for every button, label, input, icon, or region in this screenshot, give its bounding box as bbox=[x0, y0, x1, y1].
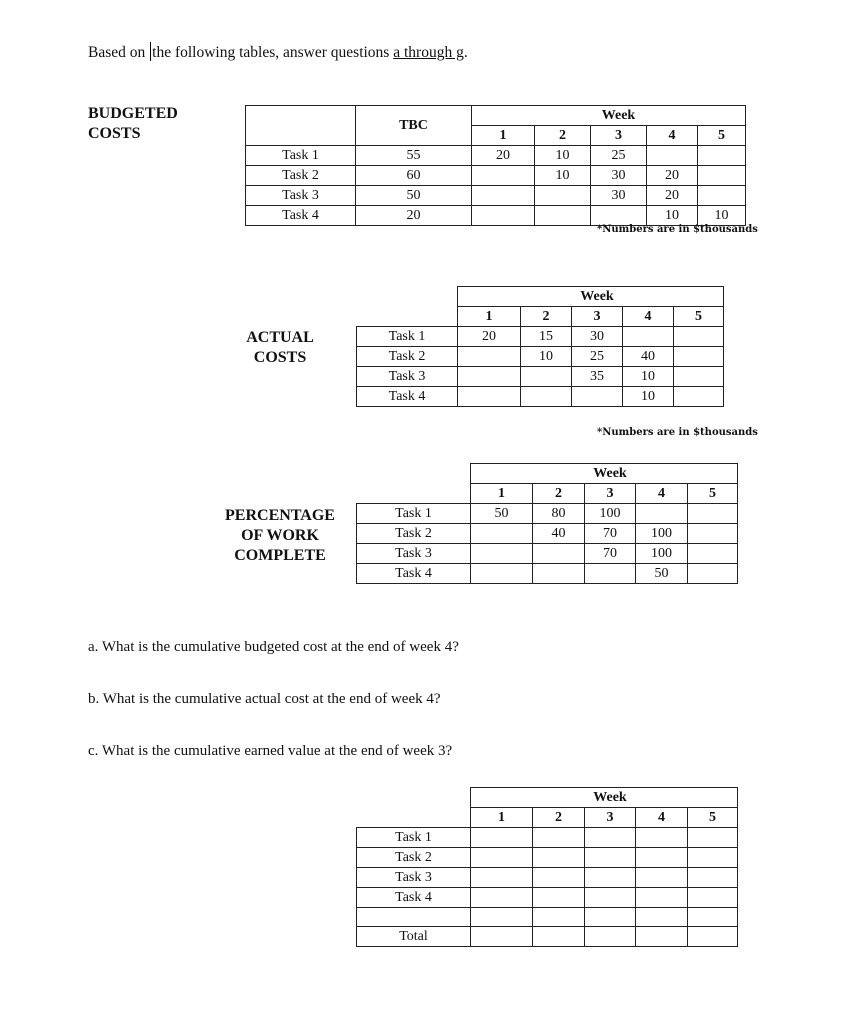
percent-complete-table bbox=[356, 463, 788, 584]
answer-cell[interactable] bbox=[688, 868, 738, 888]
week-1-header: 1 bbox=[471, 484, 533, 504]
answer-cell[interactable] bbox=[585, 828, 636, 848]
actual-cell: 25 bbox=[572, 347, 623, 367]
actual-cell: 30 bbox=[572, 327, 623, 347]
intro-text: Based on the following tables, answer questions a through g. bbox=[88, 44, 468, 61]
answer-cell[interactable] bbox=[585, 848, 636, 868]
actual-cell bbox=[674, 387, 724, 407]
percent-cell bbox=[471, 544, 533, 564]
week-header: Week bbox=[591, 106, 647, 126]
budget-cell: 20 bbox=[647, 166, 698, 186]
task-label: Task 4 bbox=[357, 564, 471, 584]
percent-complete-label: PERCENTAGE OF WORK COMPLETE bbox=[225, 507, 335, 564]
percent-cell bbox=[471, 564, 533, 584]
budget-cell bbox=[591, 206, 647, 226]
actual-cell: 20 bbox=[458, 327, 521, 347]
answer-cell[interactable] bbox=[636, 848, 688, 868]
total-cell[interactable] bbox=[636, 927, 688, 947]
task-label: Task 3 bbox=[246, 186, 356, 206]
budget-cell bbox=[535, 186, 591, 206]
tbc-value: 20 bbox=[356, 206, 472, 226]
tbc-value: 50 bbox=[356, 186, 472, 206]
actual-cell bbox=[572, 387, 623, 407]
percent-cell: 70 bbox=[585, 544, 636, 564]
week-4-header: 4 bbox=[636, 484, 688, 504]
answer-cell[interactable] bbox=[533, 828, 585, 848]
week-header: Week bbox=[572, 287, 623, 307]
budget-cell: 25 bbox=[591, 146, 647, 166]
percent-cell bbox=[471, 524, 533, 544]
week-5-header: 5 bbox=[688, 484, 738, 504]
week-header: Week bbox=[585, 788, 636, 808]
text-cursor bbox=[150, 42, 151, 61]
answer-cell[interactable] bbox=[636, 868, 688, 888]
budget-cell: 30 bbox=[591, 186, 647, 206]
answer-cell[interactable] bbox=[688, 828, 738, 848]
week-header: Week bbox=[585, 464, 636, 484]
week-2-header: 2 bbox=[535, 126, 591, 146]
week-3-header: 3 bbox=[572, 307, 623, 327]
actual-cell: 35 bbox=[572, 367, 623, 387]
percent-cell: 80 bbox=[533, 504, 585, 524]
budget-cell: 10 bbox=[698, 206, 746, 226]
actual-cell bbox=[458, 367, 521, 387]
budget-cell: 20 bbox=[647, 186, 698, 206]
total-cell[interactable] bbox=[471, 927, 533, 947]
percent-cell bbox=[533, 564, 585, 584]
total-cell[interactable] bbox=[688, 927, 738, 947]
task-label: Task 3 bbox=[357, 868, 471, 888]
week-5-header: 5 bbox=[674, 307, 724, 327]
actual-cell: 40 bbox=[623, 347, 674, 367]
actual-costs-label: ACTUAL COSTS bbox=[246, 329, 314, 366]
actual-cell bbox=[674, 367, 724, 387]
budget-cell bbox=[535, 206, 591, 226]
tbc-value: 55 bbox=[356, 146, 472, 166]
answer-cell[interactable] bbox=[471, 848, 533, 868]
answer-cell[interactable] bbox=[533, 868, 585, 888]
answer-cell[interactable] bbox=[636, 828, 688, 848]
budget-cell bbox=[698, 186, 746, 206]
answer-cell[interactable] bbox=[533, 848, 585, 868]
week-5-header: 5 bbox=[698, 126, 746, 146]
task-label: Task 4 bbox=[357, 888, 471, 908]
tbc-header: TBC bbox=[356, 106, 472, 146]
answer-cell[interactable] bbox=[688, 848, 738, 868]
task-label: Task 1 bbox=[357, 828, 471, 848]
answer-cell[interactable] bbox=[471, 908, 533, 927]
answer-cell[interactable] bbox=[688, 908, 738, 927]
actual-cell bbox=[521, 387, 572, 407]
actual-cell bbox=[623, 327, 674, 347]
budgeted-blank-header bbox=[246, 106, 356, 126]
percent-cell bbox=[688, 504, 738, 524]
budget-cell: 30 bbox=[591, 166, 647, 186]
percent-cell: 100 bbox=[585, 504, 636, 524]
answer-cell[interactable] bbox=[533, 908, 585, 927]
week-4-header: 4 bbox=[647, 126, 698, 146]
percent-cell bbox=[636, 504, 688, 524]
week-4-header: 4 bbox=[623, 307, 674, 327]
total-cell[interactable] bbox=[585, 927, 636, 947]
week-2-header: 2 bbox=[521, 307, 572, 327]
actual-cell: 10 bbox=[623, 387, 674, 407]
budget-cell bbox=[472, 206, 535, 226]
budgeted-units-note: *Numbers are in $thousands bbox=[597, 224, 758, 235]
actual-costs-table bbox=[356, 286, 774, 407]
percent-cell: 70 bbox=[585, 524, 636, 544]
earned-value-table bbox=[356, 787, 788, 947]
actual-cell bbox=[674, 347, 724, 367]
actual-cell bbox=[521, 367, 572, 387]
answer-cell[interactable] bbox=[471, 888, 533, 908]
actual-cell: 15 bbox=[521, 327, 572, 347]
answer-cell[interactable] bbox=[585, 868, 636, 888]
budget-cell: 10 bbox=[535, 166, 591, 186]
percent-cell bbox=[688, 524, 738, 544]
task-label: Task 1 bbox=[246, 146, 356, 166]
budget-cell bbox=[472, 166, 535, 186]
total-label: Total bbox=[357, 927, 471, 947]
percent-cell: 100 bbox=[636, 524, 688, 544]
tbc-value: 60 bbox=[356, 166, 472, 186]
budgeted-costs-label: BUDGETED COSTS bbox=[88, 105, 178, 142]
week-1-header: 1 bbox=[458, 307, 521, 327]
week-1-header: 1 bbox=[472, 126, 535, 146]
budgeted-costs-table bbox=[245, 105, 746, 226]
week-3-header: 3 bbox=[591, 126, 647, 146]
actual-cell bbox=[458, 387, 521, 407]
budget-cell bbox=[472, 186, 535, 206]
actual-cell: 10 bbox=[521, 347, 572, 367]
actual-cell: 10 bbox=[623, 367, 674, 387]
percent-cell bbox=[688, 544, 738, 564]
answer-cell[interactable] bbox=[636, 908, 688, 927]
week-4-header: 4 bbox=[636, 808, 688, 828]
task-label: Task 4 bbox=[246, 206, 356, 226]
percent-cell: 50 bbox=[471, 504, 533, 524]
question-a: a. What is the cumulative budgeted cost at the end of week 4? bbox=[88, 639, 459, 655]
week-3-header: 3 bbox=[585, 484, 636, 504]
task-label: Task 2 bbox=[246, 166, 356, 186]
question-b: b. What is the cumulative actual cost at the end of week 4? bbox=[88, 691, 441, 707]
task-label: Task 2 bbox=[357, 524, 471, 544]
actual-cell bbox=[674, 327, 724, 347]
task-label: Task 3 bbox=[357, 367, 458, 387]
task-label: Task 1 bbox=[357, 327, 458, 347]
task-label: Task 2 bbox=[357, 848, 471, 868]
percent-cell: 50 bbox=[636, 564, 688, 584]
budget-cell: 20 bbox=[472, 146, 535, 166]
task-label: Task 3 bbox=[357, 544, 471, 564]
question-c: c. What is the cumulative earned value at the end of week 3? bbox=[88, 743, 453, 759]
budget-cell bbox=[698, 146, 746, 166]
percent-cell bbox=[585, 564, 636, 584]
answer-cell[interactable] bbox=[585, 888, 636, 908]
budget-cell bbox=[698, 166, 746, 186]
answer-cell[interactable] bbox=[636, 888, 688, 908]
total-cell[interactable] bbox=[533, 927, 585, 947]
blank-row-label bbox=[357, 908, 471, 927]
task-label: Task 1 bbox=[357, 504, 471, 524]
answer-cell[interactable] bbox=[533, 888, 585, 908]
week-5-header: 5 bbox=[688, 808, 738, 828]
budget-cell: 10 bbox=[647, 206, 698, 226]
answer-cell[interactable] bbox=[688, 888, 738, 908]
answer-cell[interactable] bbox=[471, 868, 533, 888]
budget-cell: 10 bbox=[535, 146, 591, 166]
percent-cell bbox=[533, 544, 585, 564]
percent-cell bbox=[688, 564, 738, 584]
week-2-header: 2 bbox=[533, 484, 585, 504]
actual-units-note: *Numbers are in $thousands bbox=[597, 427, 758, 438]
percent-cell: 40 bbox=[533, 524, 585, 544]
answer-cell[interactable] bbox=[585, 908, 636, 927]
percent-cell: 100 bbox=[636, 544, 688, 564]
budget-cell bbox=[647, 146, 698, 166]
task-label: Task 4 bbox=[357, 387, 458, 407]
actual-cell bbox=[458, 347, 521, 367]
week-2-header: 2 bbox=[533, 808, 585, 828]
answer-cell[interactable] bbox=[471, 828, 533, 848]
week-3-header: 3 bbox=[585, 808, 636, 828]
task-label: Task 2 bbox=[357, 347, 458, 367]
week-1-header: 1 bbox=[471, 808, 533, 828]
